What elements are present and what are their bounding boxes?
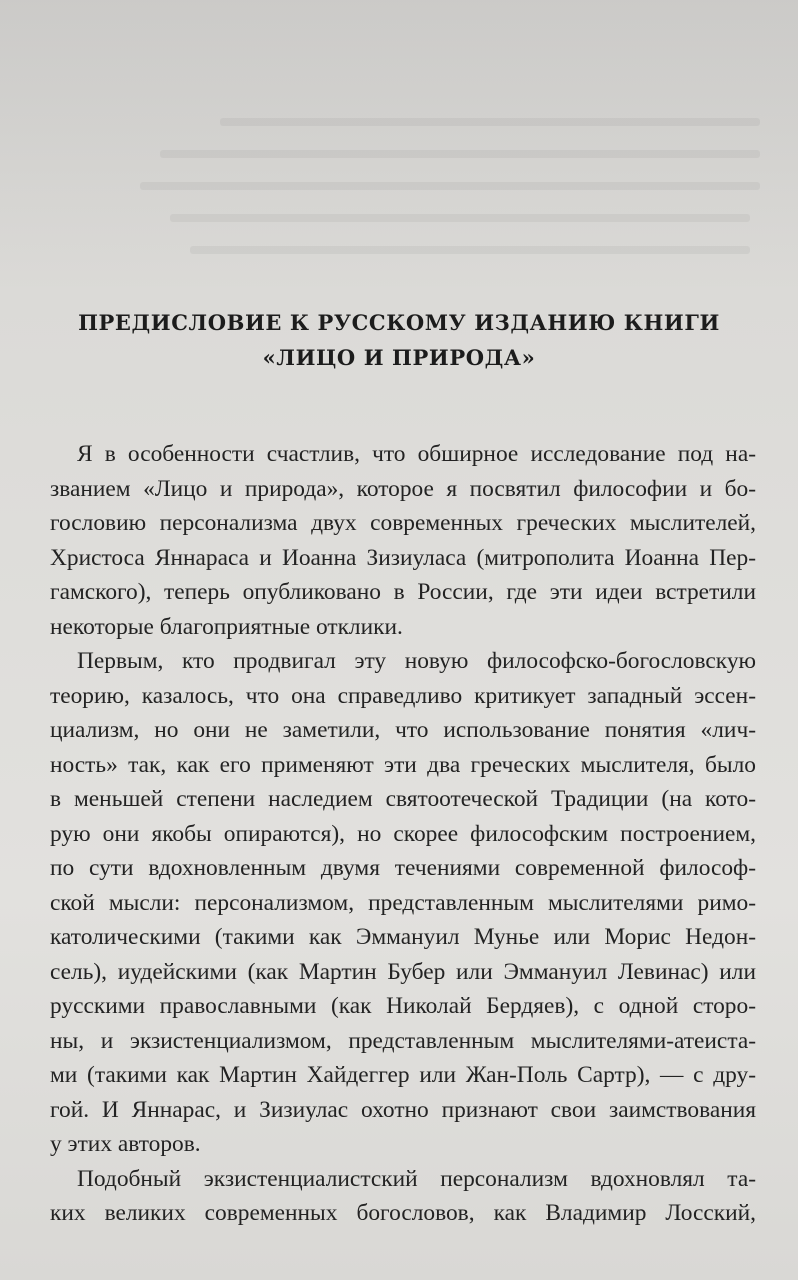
text-line: званием «Лицо и природа», которое я посвятил философии и бо-: [50, 475, 756, 502]
heading-line-1: ПРЕДИСЛОВИЕ К РУССКОМУ ИЗДАНИЮ КНИГИ: [78, 310, 720, 335]
text-line: ность» так, как его применяют эти два греческих мыслителя, было: [50, 751, 756, 778]
chapter-heading: [0, 305, 798, 375]
bleed-through-line: [190, 246, 750, 254]
heading-line-2: «ЛИЦО И ПРИРОДА»: [262, 345, 536, 370]
text-line: ны, и экзистенциализмом, представленным мыслителями-атеиста-: [50, 1027, 756, 1054]
text-line: по сути вдохновленным двумя течениями современной философ-: [50, 855, 756, 881]
text-line: теорию, казалось, что она справедливо критикует западный эссен-: [50, 682, 756, 709]
text-line: ми (такими как Мартин Хайдеггер или Жан-Поль Сартр), — с дру-: [50, 1062, 756, 1088]
text-line: некоторые благоприятные отклики.: [50, 613, 403, 640]
text-line: Подобный экзистенциалистский персонализм вдохновлял та-: [77, 1165, 756, 1192]
text-line: русскими православными (как Николай Бердяев), с одной сторо-: [50, 993, 756, 1019]
text-line: гой. И Яннарас, и Зизиулас охотно признают свои заимствования: [50, 1096, 756, 1123]
text-line: гамского), теперь опубликовано в России, где эти идеи встретили: [50, 579, 756, 605]
bleed-through-line: [220, 118, 760, 126]
text-line: у этих авторов.: [50, 1131, 201, 1157]
text-line: католическими (такими как Эммануил Мунье или Морис Недон-: [50, 924, 756, 950]
bleed-through-line: [140, 182, 760, 190]
text-line: ской мысли: персонализмом, представленным мыслителями римо-: [50, 889, 756, 916]
text-line: сель), иудейскими (как Мартин Бубер или Эммануил Левинас) или: [50, 958, 756, 985]
text-line: циализм, но они не заметили, что использование понятия «лич-: [50, 717, 756, 743]
text-line: Я в особенности счастлив, что обширное исследование под на-: [77, 441, 756, 467]
text-line: гословию персонализма двух современных греческих мыслителей,: [50, 510, 756, 536]
text-line: Христоса Яннараса и Иоанна Зизиуласа (митрополита Иоанна Пер-: [50, 544, 756, 571]
text-line: рую они якобы опираются), но скорее философским построением,: [50, 820, 756, 847]
text-line: Первым, кто продвигал эту новую философско-богословскую: [77, 648, 756, 674]
bleed-through-line: [160, 150, 760, 158]
body-text: [50, 437, 756, 1231]
bleed-through-line: [170, 214, 750, 222]
text-line: в меньшей степени наследием святоотеческой Традиции (на кото-: [50, 786, 756, 812]
text-line: ких великих современных богословов, как Владимир Лосский,: [50, 1200, 756, 1226]
